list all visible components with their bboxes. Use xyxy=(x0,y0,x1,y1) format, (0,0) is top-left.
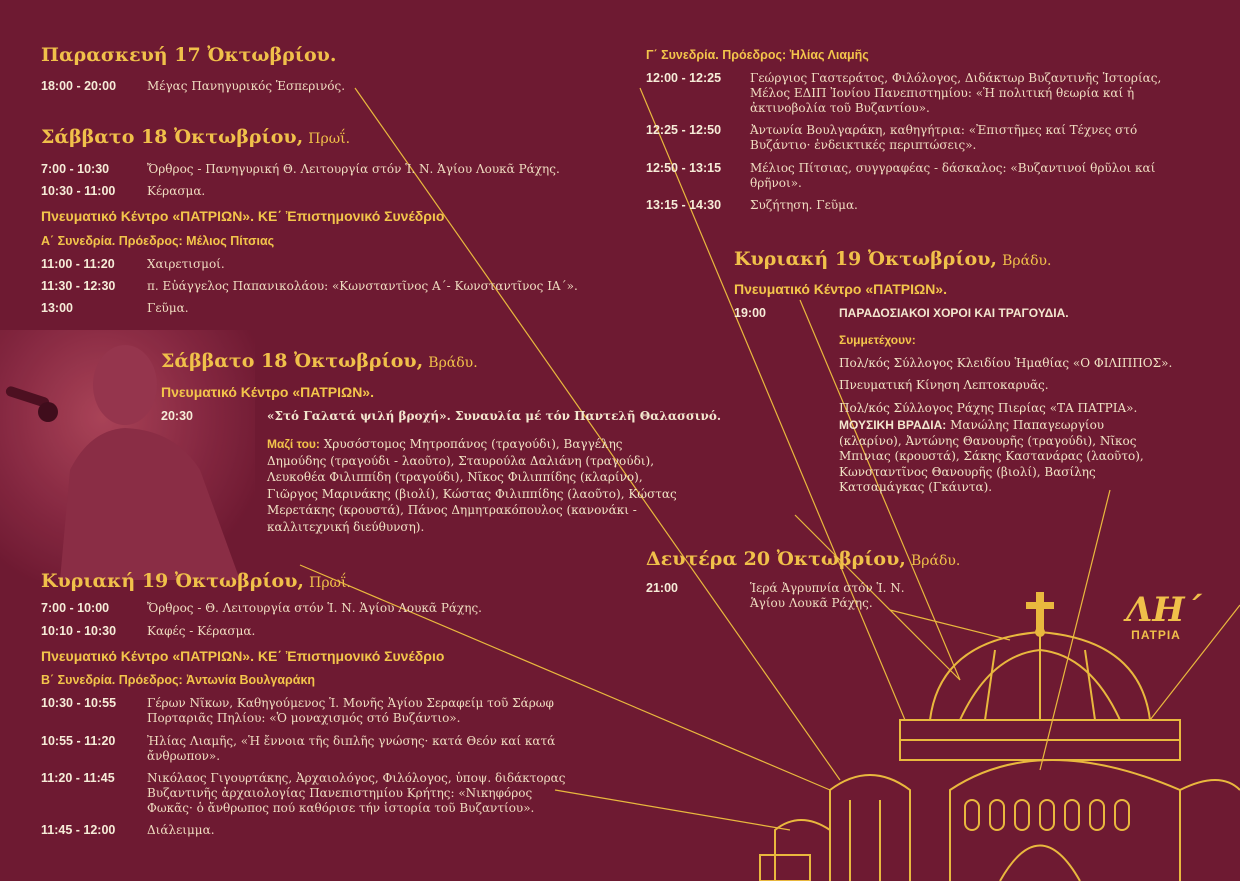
schedule-row: 10:55 - 11:20 Ἠλίας Λιαμῆς, «Ἡ ἔννοια τῆς διπλῆς γνώσης· κατά Θεόν καί κατά ἄνθρωπον». xyxy=(41,734,556,763)
schedule-row: 12:25 - 12:50 Ἀντωνία Βουλγαράκη, καθηγήτρια: «Ἐπιστῆμες καί Τέχνες στό Βυζάντιο· ἐνδεικτικές περιπτώσεις». xyxy=(646,123,1138,152)
venue-heading: Πνευματικό Κέντρο «ΠΑΤΡΙΩΝ». ΚΕ΄ Ἐπιστημονικό Συνέδριο xyxy=(41,208,445,224)
sunday-morning-heading: Κυριακή 19 Ὀκτωβρίου, Πρωΐ. xyxy=(41,570,351,592)
patria-logo: ΛΗ΄ ΠΑΤΡΙΑ xyxy=(1126,590,1202,642)
monday-evening-heading: Δευτέρα 20 Ὀκτωβρίου, Βράδυ. xyxy=(646,548,961,570)
music-evening-block: ΜΟΥΣΙΚΗ ΒΡΑΔΙΑ: Μανώλης Παπαγεωργίου (κλαρίνο), Ἀντώνης Θανουρῆς (τραγούδι), Νῖκος Μπινιας (κρουστά), Σάκης Καστανάρας (λαοῦτο), Κωνσταντῖνος Θανουρῆς (βιολί), Βασίλης Κατσαμάγκας (Γκάιντα). xyxy=(839,418,1144,494)
schedule-row: 11:45 - 12:00 Διάλειμμα. xyxy=(41,823,215,837)
concert-row: 20:30 «Στό Γαλατά ψιλή βροχή». Συναυλία μέ τόν Παντελῆ Θαλασσινό. xyxy=(161,409,722,423)
schedule-row: 12:00 - 12:25 Γεώργιος Γαστεράτος, Φιλόλογος, Διδάκτωρ Βυζαντινῆς Ἱστορίας, Μέλος ΕΔΙΠ Ἰονίου Πανεπιστημίου: «Ἡ πολιτική θεωρία καί ἡ ἀκτινοβολία τοῦ Βυζαντίου». xyxy=(646,71,1162,115)
performers-block: Μαζί του: Χρυσόστομος Μητροπάνος (τραγούδι), Βαγγέλης Δημούδης (τραγούδι - λαοῦτο), Σταυρούλα Δαλιάνη (τραγούδι), Λευκοθέα Φιλιππίδη (τραγούδι), Νῖκος Φιλιππίδης (κλαρίνο), Γιῶργος Μαρινάκης (βιολί), Κώστας Φιλιππίδης (λαοῦτο), Κώστας Μερετάκης (κρουστά), Πάνος Δημητρακόπουλος (κανονάκι - καλλιτεχνική διεύθυνση). xyxy=(267,437,677,534)
participants-block: Συμμετέχουν: Πολ/κός Σύλλογος Κλειδίου Ἡμαθίας «Ο ΦΙΛΙΠΠΟΣ». Πνευματική Κίνηση Λεπτοκαρυᾶς. Πολ/κός Σύλλογος Ράχης Πιερίας «ΤΑ ΠΑΤΡΙΑ». xyxy=(839,333,1173,415)
schedule-row: 13:15 - 14:30 Συζήτηση. Γεῦμα. xyxy=(646,198,858,212)
sunday-evening-heading: Κυριακή 19 Ὀκτωβρίου, Βράδυ. xyxy=(734,248,1052,270)
venue-heading: Πνευματικό Κέντρο «ΠΑΤΡΙΩΝ». xyxy=(734,281,947,297)
schedule-row: 10:30 - 10:55 Γέρων Νῖκων, Καθηγούμενος Ἱ. Μονῆς Ἁγίου Σεραφείμ τοῦ Σάρωφ Πορταριᾶς Πηλίου: «Ὁ μοναχισμός στό Βυζάντιο». xyxy=(41,696,554,725)
venue-heading: Πνευματικό Κέντρο «ΠΑΤΡΙΩΝ». ΚΕ΄ Ἐπιστημονικό Συνέδριο xyxy=(41,648,445,664)
venue-heading: Πνευματικό Κέντρο «ΠΑΤΡΙΩΝ». xyxy=(161,384,374,400)
schedule-row: 12:50 - 13:15 Μέλιος Πίτσιας, συγγραφέας - δάσκαλος: «Βυζαντινοί θρῦλοι καί θρῆνοι». xyxy=(646,161,1156,190)
schedule-row: 7:00 - 10:00 Ὄρθρος - Θ. Λειτουργία στόν Ἱ. Ν. Ἁγίου Λουκᾶ Ράχης. xyxy=(41,601,482,615)
schedule-row: 7:00 - 10:30 Ὄρθρος - Πανηγυρική Θ. Λειτουργία στόν Ἱ. Ν. Ἁγίου Λουκᾶ Ράχης. xyxy=(41,162,560,176)
saturday-morning-heading: Σάββατο 18 Ὀκτωβρίου, Πρωΐ. xyxy=(41,126,351,148)
schedule-row: 11:30 - 12:30 π. Εὐάγγελος Παπανικολάου: «Κωνσταντῖνος Α΄- Κωνσταντῖνος ΙΑ΄». xyxy=(41,279,578,293)
session-heading: Γ΄ Συνεδρία. Πρόεδρος: Ἠλίας Λιαμῆς xyxy=(646,48,869,62)
session-heading: Β΄ Συνεδρία. Πρόεδρος: Ἀντωνία Βουλγαράκη xyxy=(41,673,316,687)
saturday-evening-heading: Σάββατο 18 Ὀκτωβρίου, Βράδυ. xyxy=(161,350,478,372)
friday-heading: Παρασκευή 17 Ὀκτωβρίου. xyxy=(41,44,337,66)
schedule-row: 10:30 - 11:00 Κέρασμα. xyxy=(41,184,206,198)
cross-icon xyxy=(1026,592,1054,637)
schedule-row: 11:00 - 11:20 Χαιρετισμοί. xyxy=(41,257,225,271)
schedule-row: 10:10 - 10:30 Καφές - Κέρασμα. xyxy=(41,624,256,638)
schedule-row: 11:20 - 11:45 Νικόλαος Γιγουρτάκης, Ἀρχαιολόγος, Φιλόλογος, ὑποψ. διδάκτορας Βυζαντινῆς ἀρχαιολογίας Πανεπιστημίου Κρήτης: «Νικηφόρος Φωκᾶς· ὁ ἄνθρωπος πού καθόρισε τήν ἱστορία τοῦ Βυζαντίου». xyxy=(41,771,566,815)
schedule-row: 13:00 Γεῦμα. xyxy=(41,301,189,315)
session-heading: Α΄ Συνεδρία. Πρόεδρος: Μέλιος Πίτσιας xyxy=(41,234,275,248)
dance-row: 19:00 ΠΑΡΑΔΟΣΙΑΚΟΙ ΧΟΡΟΙ ΚΑΙ ΤΡΑΓΟΥΔΙΑ. xyxy=(734,306,1069,320)
schedule-row: 21:00 Ἱερά Ἀγρυπνία στόν Ἱ. Ν. Ἁγίου Λουκᾶ Ράχης. xyxy=(646,581,905,610)
schedule-row: 18:00 - 20:00 Μέγας Πανηγυρικός Ἑσπερινός. xyxy=(41,79,346,93)
